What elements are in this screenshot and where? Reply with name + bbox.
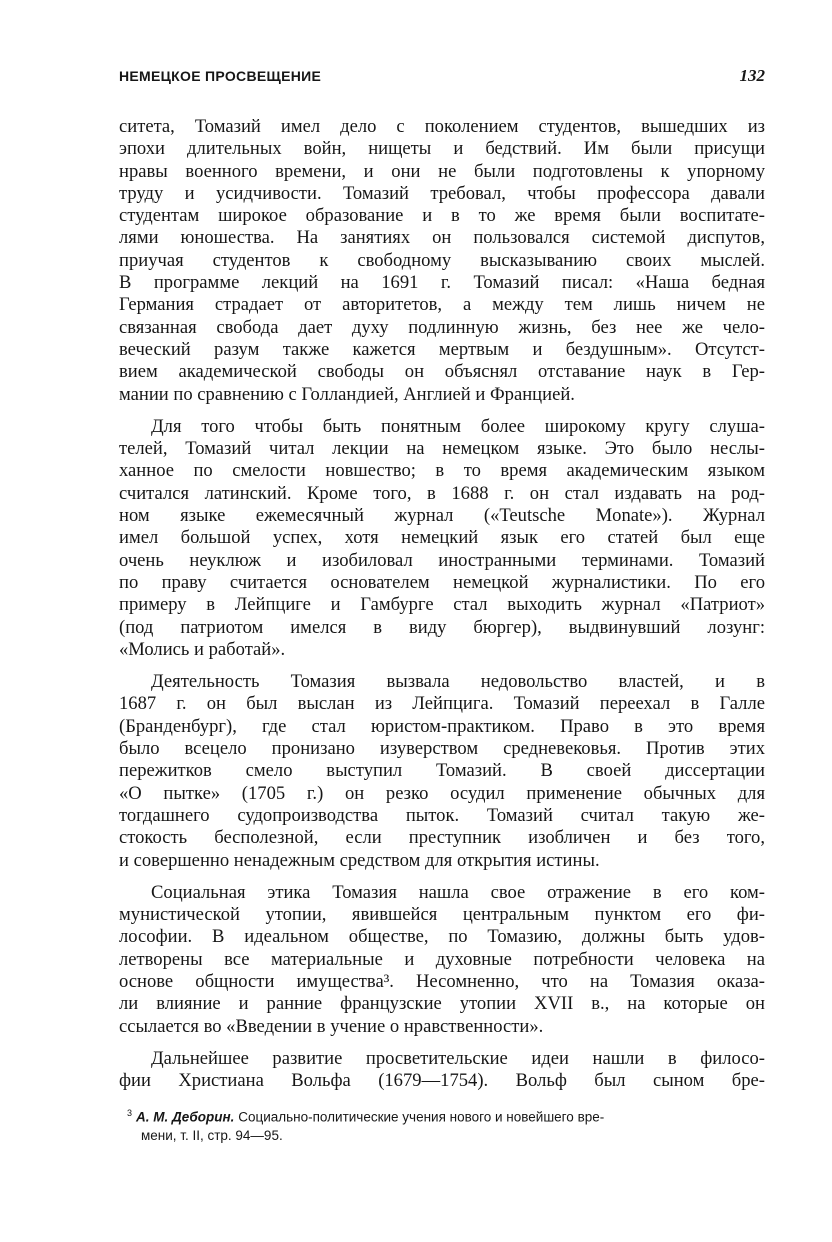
text-line: Германия страдает от авторитетов, а между тем лишь ничем не	[119, 294, 765, 316]
text-line: по праву считается основателем немецкой журналистики. По его	[119, 571, 765, 593]
text-line: очень неуклюж и изобиловал иностранными терминами. Томазий	[119, 549, 765, 571]
text-line: основе общности имущества³. Несомненно, что на Томазия оказа-	[119, 970, 765, 992]
text-line: стокость бесполезной, если преступник изобличен и без того,	[119, 827, 765, 849]
text-line: студентам широкое образование и в то же время были воспитате-	[119, 205, 765, 227]
text-line: фии Христиана Вольфа (1679—1754). Вольф был сыном бре-	[119, 1070, 765, 1092]
footnote-author: А. М. Деборин.	[136, 1109, 235, 1125]
text-line: лософии. В идеальном обществе, по Томазию, должны быть удов-	[119, 926, 765, 948]
text-line: лями юношества. На занятиях он пользовался системой диспутов,	[119, 227, 765, 249]
text-line: (Бранденбург), где стал юристом-практиком. Право в это время	[119, 715, 765, 737]
footnote-mark: 3	[127, 1108, 133, 1119]
text-line: приучая студентов к свободному высказыванию своих мыслей.	[119, 249, 765, 271]
paragraph-5	[119, 1048, 765, 1093]
text-line: было всецело пронизано изуверством средневековья. Против этих	[119, 738, 765, 760]
text-line: труду и усидчивости. Томазий требовал, чтобы профессора давали	[119, 182, 765, 204]
text-line: ли влияние и ранние французские утопии XVII в., на которые он	[119, 993, 765, 1015]
text-line: вием академической свободы он объяснял отставание наук в Гер-	[119, 361, 765, 383]
text-line: (под патриотом имелся в виду бюргер), выдвинувший лозунг:	[119, 616, 765, 638]
text-line: ханное по смелости новшество; в то время академическим языком	[119, 460, 765, 482]
text-line: ном языке ежемесячный журнал («Teutsche Monate»). Журнал	[119, 505, 765, 527]
page-number: 132	[739, 66, 765, 85]
text-line: связанная свобода дает духу подлинную жизнь, без нее же чело-	[119, 316, 765, 338]
text-line: мунистической утопии, явившейся центральным пунктом его фи-	[119, 904, 765, 926]
text-line: телей, Томазий читал лекции на немецком языке. Это было неслы-	[119, 438, 765, 460]
paragraph-2	[119, 416, 765, 661]
footnote	[119, 1104, 765, 1145]
text-line: веческий разум также кажется мертвым и бездушным». Отсутст-	[119, 338, 765, 360]
page	[119, 66, 765, 1145]
text-line: пережитков смело выступил Томазий. В своей диссертации	[119, 760, 765, 782]
text-line: «Молись и работай».	[119, 638, 286, 660]
text-line: летворены все материальные и духовные потребности человека на	[119, 948, 765, 970]
page-header	[119, 66, 765, 96]
text-line: и совершенно ненадежным средством для открытия истины.	[119, 849, 600, 871]
running-head: НЕМЕЦКОЕ ПРОСВЕЩЕНИЕ	[119, 68, 322, 84]
footnote-text: Социально-политические учения нового и новейшего вре-	[238, 1109, 605, 1125]
text-line: 1687 г. он был выслан из Лейпцига. Томазий переехал в Галле	[119, 693, 765, 715]
text-line: Для того чтобы быть понятным более широкому кругу слуша-	[151, 415, 765, 437]
footnote-text-continued: мени, т. II, стр. 94—95.	[141, 1127, 283, 1143]
text-line: Дальнейшее развитие просветительские идеи нашли в филосо-	[151, 1047, 765, 1069]
text-line: Деятельность Томазия вызвала недовольство властей, и в	[151, 671, 765, 693]
text-line: нравы военного времени, и они не были подготовлены к упорному	[119, 160, 765, 182]
text-line: «О пытке» (1705 г.) он резко осудил применение обычных для	[119, 782, 765, 804]
text-line: Социальная этика Томазия нашла свое отражение в его ком-	[151, 881, 765, 903]
paragraph-3	[119, 671, 765, 872]
text-line: считался латинский. Кроме того, в 1688 г. он стал издавать на род-	[119, 482, 765, 504]
text-line: имел большой успех, хотя немецкий язык его статей был еще	[119, 527, 765, 549]
text-line: эпохи длительных войн, нищеты и бедствий. Им были присущи	[119, 138, 765, 160]
paragraph-4	[119, 882, 765, 1038]
body-text	[119, 116, 765, 1092]
text-line: мании по сравнению с Голландией, Англией и Францией.	[119, 383, 575, 405]
text-line: ситета, Томазий имел дело с поколением студентов, вышедших из	[119, 116, 765, 137]
text-line: ссылается во «Введении в учение о нравственности».	[119, 1015, 544, 1037]
text-line: примеру в Лейпциге и Гамбурге стал выходить журнал «Патриот»	[119, 594, 765, 616]
text-line: В программе лекций на 1691 г. Томазий писал: «Наша бедная	[119, 272, 765, 294]
text-line: тогдашнего судопроизводства пыток. Томазий считал такую же-	[119, 804, 765, 826]
paragraph-1	[119, 116, 765, 406]
